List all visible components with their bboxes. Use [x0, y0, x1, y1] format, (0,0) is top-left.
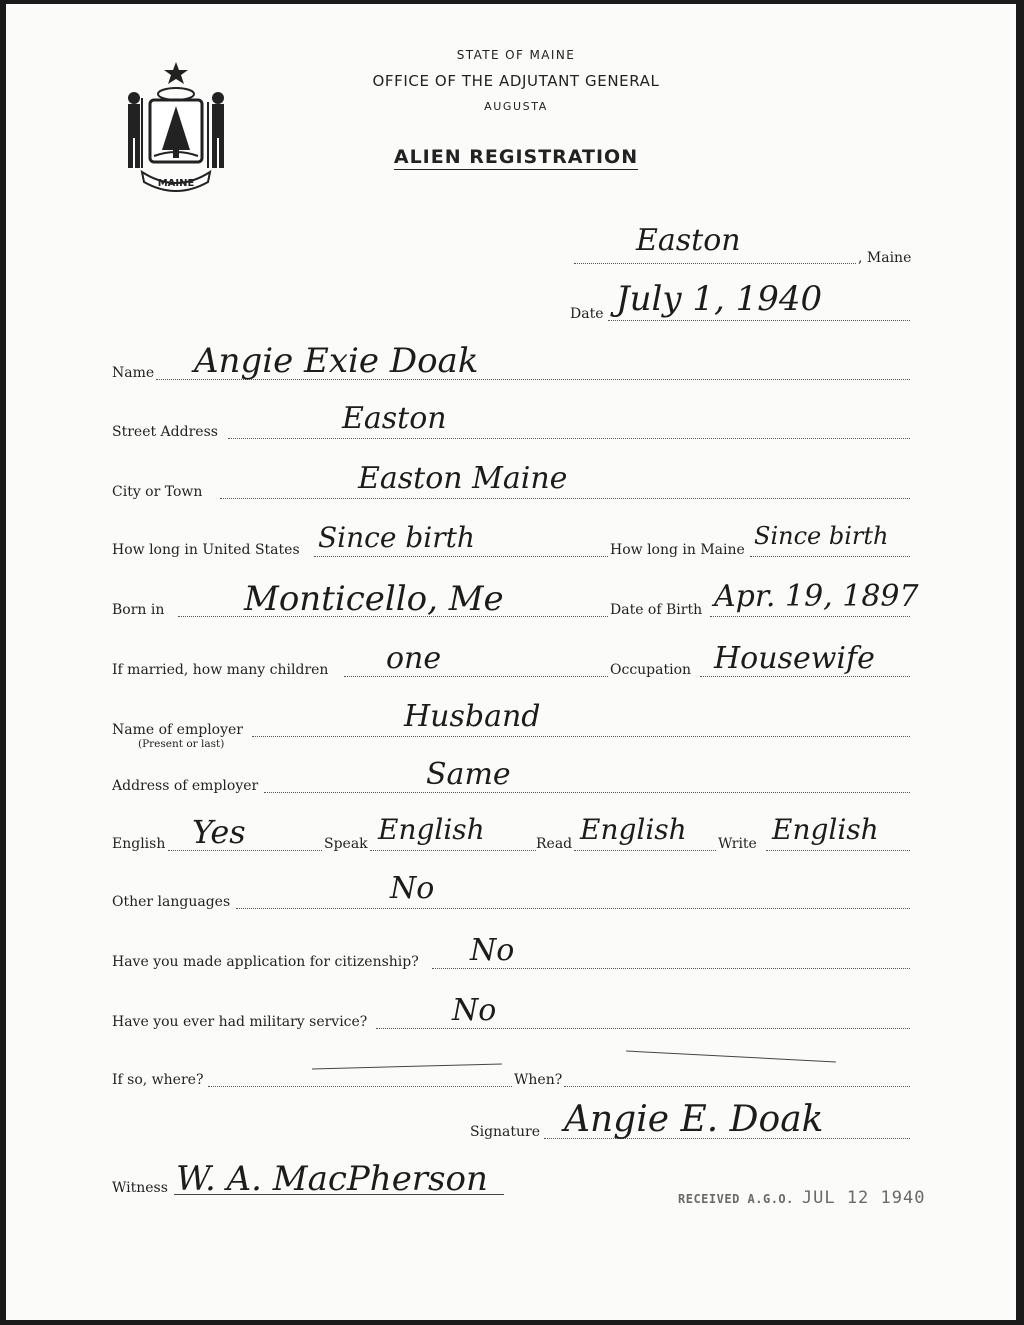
write-entry: English — [772, 813, 879, 846]
date-entry: July 1, 1940 — [616, 279, 823, 319]
citizenship-label: Have you made application for citizenship? — [112, 954, 419, 970]
name-label: Name — [112, 365, 155, 381]
other-languages-entry: No — [390, 871, 435, 906]
when-label: When? — [514, 1072, 563, 1088]
city-or-town-entry: Easton Maine — [358, 461, 568, 496]
date-label: Date — [570, 306, 604, 322]
read-label: Read — [536, 836, 573, 852]
citizenship-entry: No — [470, 933, 515, 968]
where-label: If so, where? — [112, 1072, 204, 1088]
military-entry: No — [452, 993, 497, 1028]
signature-entry: Angie E. Doak — [564, 1099, 824, 1140]
how-long-maine-label: How long in Maine — [610, 542, 745, 558]
witness-entry: W. A. MacPherson — [176, 1159, 488, 1199]
maine-seal — [116, 58, 236, 198]
occupation-label: Occupation — [610, 662, 692, 678]
street-address-entry: Easton — [342, 401, 447, 436]
employer-entry: Husband — [404, 699, 541, 734]
speak-entry: English — [378, 813, 485, 846]
english-entry: Yes — [192, 813, 246, 851]
office-heading: OFFICE OF THE ADJUTANT GENERAL — [372, 72, 660, 90]
city-or-town-label: City or Town — [112, 484, 203, 500]
english-label: English — [112, 836, 166, 852]
signature-label: Signature — [470, 1124, 541, 1140]
speak-label: Speak — [324, 836, 368, 852]
employer-address-entry: Same — [426, 757, 511, 792]
stamp-date-text: JUL 12 1940 — [801, 1188, 926, 1208]
other-languages-label: Other languages — [112, 894, 231, 910]
name-entry: Angie Exie Doak — [194, 341, 479, 381]
stamp-received-text: RECEIVED A.G.O. — [678, 1192, 794, 1206]
state-heading: STATE OF MAINE — [456, 48, 576, 62]
born-in-entry: Monticello, Me — [244, 579, 504, 619]
date-of-birth-entry: Apr. 19, 1897 — [714, 579, 919, 614]
employer-sublabel: (Present or last) — [138, 738, 225, 750]
children-label: If married, how many children — [112, 662, 329, 678]
town-entry: Easton — [636, 223, 741, 258]
city-heading: AUGUSTA — [484, 100, 548, 113]
date-of-birth-label: Date of Birth — [610, 602, 703, 618]
born-in-label: Born in — [112, 602, 165, 618]
registration-form — [6, 4, 1016, 1320]
occupation-entry: Housewife — [714, 641, 875, 676]
received-stamp — [678, 1188, 925, 1208]
witness-label: Witness — [112, 1180, 168, 1196]
how-long-us-entry: Since birth — [318, 521, 475, 554]
employer-address-label: Address of employer — [112, 778, 259, 794]
how-long-maine-entry: Since birth — [754, 522, 889, 550]
read-entry: English — [580, 813, 687, 846]
children-entry: one — [386, 641, 442, 676]
military-label: Have you ever had military service? — [112, 1014, 368, 1030]
street-address-label: Street Address — [112, 424, 218, 440]
form-title: ALIEN REGISTRATION — [393, 146, 639, 168]
how-long-us-label: How long in United States — [112, 542, 300, 558]
employer-label: Name of employer — [112, 722, 243, 738]
maine-label: , Maine — [858, 250, 912, 266]
write-label: Write — [718, 836, 757, 852]
seal-text: MAINE — [157, 178, 195, 189]
